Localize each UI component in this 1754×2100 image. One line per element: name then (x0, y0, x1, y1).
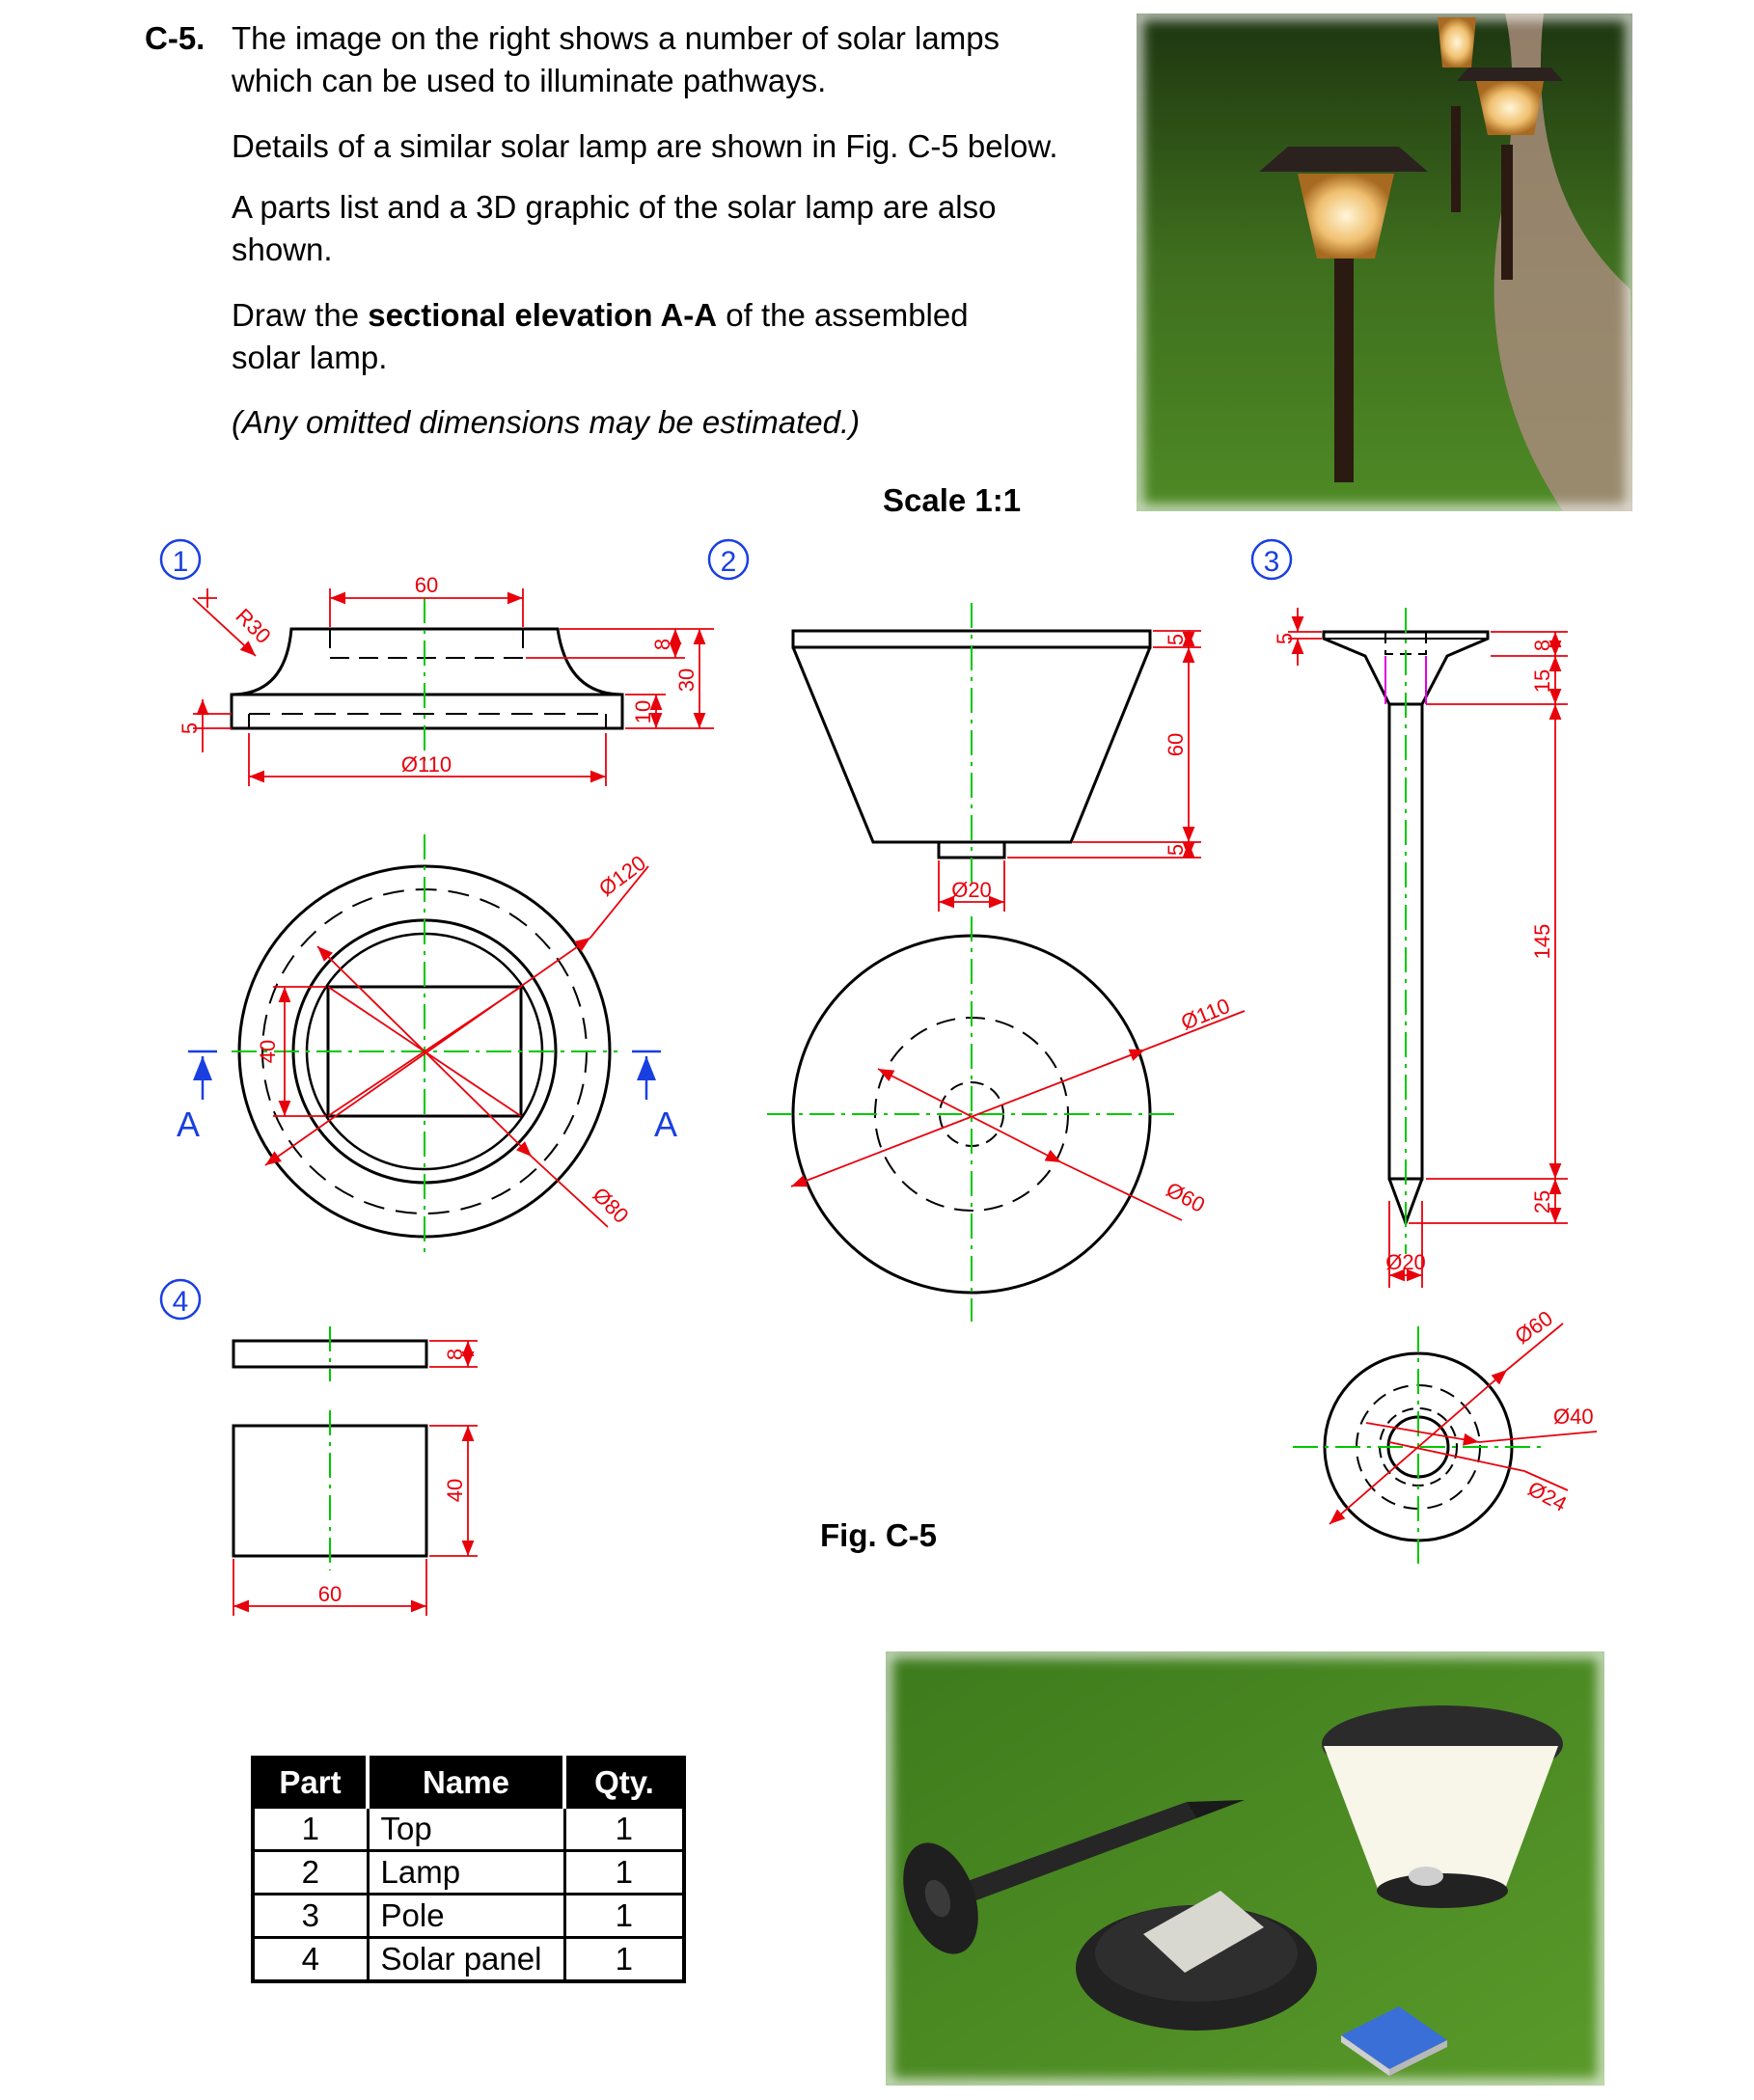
dim-panel-depth: 40 (443, 1478, 467, 1503)
dim-lamp-dia-top: Ø110 (1177, 993, 1234, 1035)
part-marker-3-label: 3 (1263, 546, 1280, 578)
solar-panel-dimensions (233, 1341, 478, 1616)
part-marker-4 (161, 1280, 200, 1319)
top-elevation (232, 629, 622, 728)
cell-part: 1 (253, 1808, 368, 1851)
dim-top-flange: 5 (178, 722, 202, 735)
instruction-pre: Draw the (232, 297, 369, 333)
dim-top-h-recess: 8 (650, 638, 674, 651)
header-part: Part (253, 1758, 368, 1808)
part-marker-3 (1252, 540, 1291, 579)
dim-pole-dia-mid: Ø40 (1553, 1405, 1594, 1429)
table-row (253, 1938, 684, 1982)
lamp-plan-centerlines (767, 916, 1177, 1322)
parts-table-header (253, 1758, 684, 1808)
pole-plan-labels (1511, 1306, 1594, 1516)
cell-qty: 1 (564, 1938, 684, 1982)
figure-label: Fig. C-5 (820, 1517, 937, 1553)
top-elevation-labels (178, 573, 699, 777)
dim-top-panel-h: 40 (256, 1039, 280, 1064)
table-row (253, 1895, 684, 1938)
dim-panel-thickness: 8 (443, 1348, 467, 1361)
cell-qty: 1 (564, 1895, 684, 1938)
dim-pole-dia-shaft: Ø20 (1385, 1250, 1426, 1274)
section-marker-left: A (176, 1105, 201, 1144)
exploded-3d-render (886, 1651, 1604, 2086)
question-number: C-5. (145, 20, 206, 56)
cell-name: Pole (368, 1895, 564, 1938)
dim-top-dia-inner: Ø80 (588, 1182, 634, 1228)
header-name: Name (368, 1758, 564, 1808)
lamp-plan-labels (1163, 994, 1234, 1217)
dim-top-width-recess: 60 (414, 573, 439, 597)
solar-panel-labels (318, 1349, 467, 1606)
instruction-bold: sectional elevation A-A (368, 297, 718, 333)
solar-lamps-photo (1137, 14, 1632, 511)
cell-part: 4 (253, 1938, 368, 1982)
cell-name: Solar panel (368, 1938, 564, 1982)
top-elevation-dimensions (193, 588, 714, 786)
part-marker-2-label: 2 (720, 546, 737, 578)
dim-pole-h-cap: 5 (1273, 632, 1297, 645)
question-paragraph-5: (Any omitted dimensions may be estimated.) (232, 404, 861, 440)
cell-qty: 1 (564, 1851, 684, 1895)
dim-top-h-total: 30 (674, 668, 699, 693)
cell-name: Top (368, 1808, 564, 1851)
cell-part: 3 (253, 1895, 368, 1938)
dim-pole-h-neck: 15 (1530, 668, 1554, 694)
part-marker-1 (161, 540, 200, 579)
top-plan-dimensions (265, 866, 648, 1227)
dim-pole-dia-outer: Ø60 (1510, 1305, 1557, 1350)
table-row (253, 1808, 684, 1851)
table-row (253, 1851, 684, 1895)
instruction-post: of the assembled solar lamp. (232, 297, 969, 375)
pole-elevation-dimensions (1288, 608, 1568, 1288)
scale-label: Scale 1:1 (883, 482, 1022, 518)
cell-part: 2 (253, 1851, 368, 1895)
question-paragraph-2: Details of a similar solar lamp are shown in Fig. C-5 below. (232, 128, 1058, 164)
dim-top-radius: R30 (231, 603, 276, 649)
top-plan-centerlines (232, 834, 617, 1254)
dim-top-dia-base: Ø110 (400, 752, 452, 777)
question-paragraph-3: A parts list and a 3D graphic of the solar lamp are also shown. (232, 189, 997, 267)
dim-pole-dia-inner: Ø24 (1523, 1476, 1572, 1516)
dim-pole-h-shaft: 145 (1530, 923, 1554, 960)
dim-lamp-h-body: 60 (1164, 732, 1188, 757)
cell-qty: 1 (564, 1808, 684, 1851)
question-paragraph-1: The image on the right shows a number of solar lamps which can be used to illuminate pathways. (232, 20, 1000, 98)
section-marker-right: A (653, 1105, 678, 1144)
part-marker-1-label: 1 (172, 546, 189, 578)
dim-top-dia-outer: Ø120 (593, 850, 650, 901)
lamp-elevation-dimensions (939, 631, 1201, 912)
dim-lamp-h-rim: 5 (1164, 633, 1188, 646)
dim-panel-width: 60 (317, 1582, 343, 1606)
dim-pole-h-top: 8 (1530, 639, 1554, 652)
header-qty: Qty. (564, 1758, 684, 1808)
dim-lamp-dia-boss: Ø20 (951, 878, 992, 902)
part-marker-2 (709, 540, 748, 579)
cell-name: Lamp (368, 1851, 564, 1895)
dim-pole-h-point: 25 (1530, 1189, 1554, 1214)
part-marker-4-label: 4 (172, 1286, 189, 1318)
dim-lamp-dia-hidden: Ø60 (1162, 1177, 1210, 1217)
dim-lamp-h-boss: 5 (1164, 843, 1188, 857)
lamp-elevation-labels (951, 634, 1188, 902)
dim-top-h-base: 10 (631, 699, 655, 724)
parts-list-table (251, 1756, 686, 1983)
